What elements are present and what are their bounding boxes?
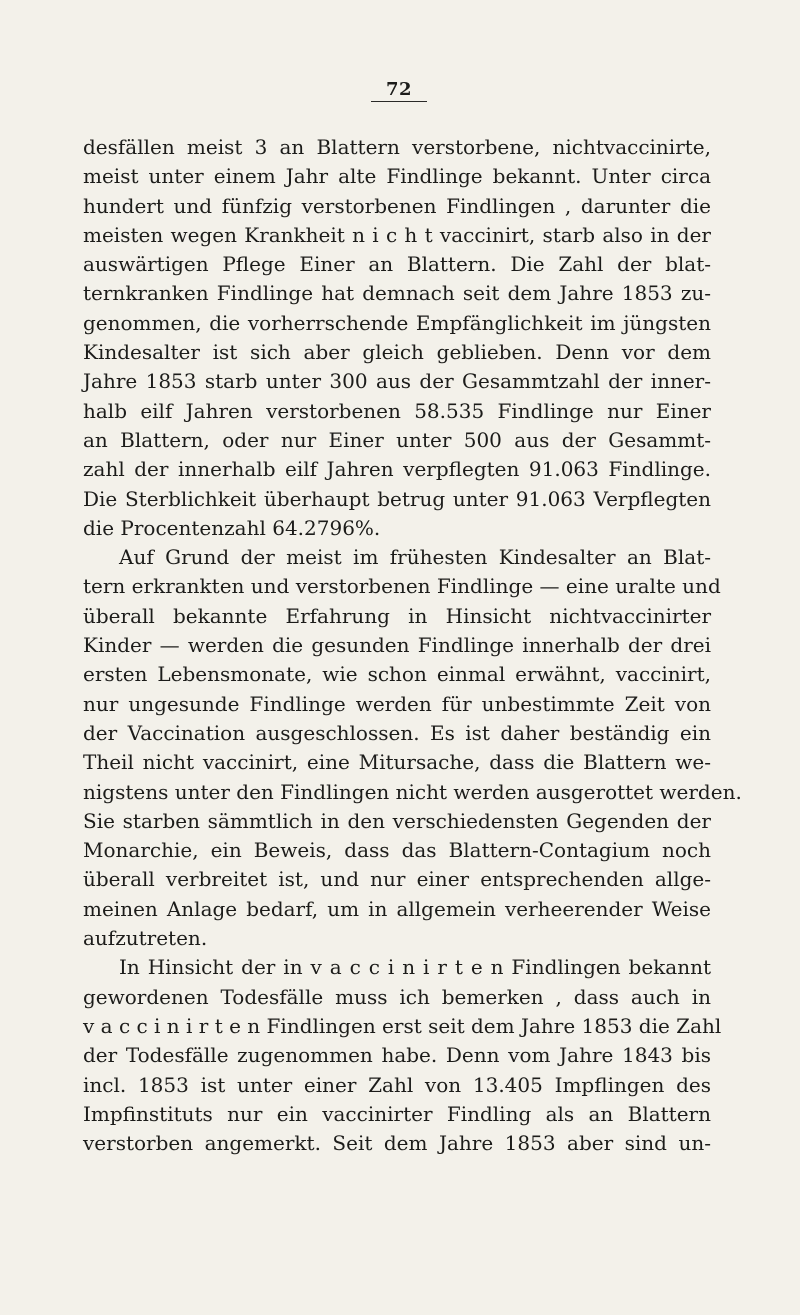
text-line: desfällen meist 3 an Blattern verstorbene, nichtvaccinirte, bbox=[83, 135, 711, 159]
text-line: meisten wegen Krankheit n i c h t vaccinirt, starb also in der bbox=[83, 222, 711, 247]
text-line: Die Sterblichkeit überhaupt betrug unter 91.063 Verpflegten bbox=[83, 486, 711, 511]
text-line: meinen Anlage bedarf, um in allgemein verheerender Weise bbox=[83, 896, 711, 921]
text-line-paragraph-start: Auf Grund der meist im frühesten Kindesalter an Blat- bbox=[119, 545, 711, 570]
text-line: genommen, die vorherrschende Empfänglichkeit im jüngsten bbox=[83, 310, 711, 335]
text-line-paragraph-start: In Hinsicht der in v a c c i n i r t e n Findlingen bekannt bbox=[119, 955, 711, 980]
text-line: halb eilf Jahren verstorbenen 58.535 Findlinge nur Einer bbox=[83, 398, 711, 423]
text-line: überall bekannte Erfahrung in Hinsicht nichtvaccinirter bbox=[83, 603, 711, 628]
text-line: überall verbreitet ist, und nur einer entsprechenden allge- bbox=[83, 867, 711, 892]
text-line: Kinder — werden die gesunden Findlinge innerhalb der drei bbox=[83, 633, 711, 658]
body-text bbox=[83, 133, 742, 1158]
page-number: 72 bbox=[386, 79, 413, 100]
text-line: Impfinstituts nur ein vaccinirter Findling als an Blattern bbox=[83, 1101, 711, 1126]
text-line: Monarchie, ein Beweis, dass das Blattern-Contagium noch bbox=[83, 838, 711, 863]
text-line: incl. 1853 ist unter einer Zahl von 13.405 Impflingen des bbox=[83, 1072, 711, 1097]
text-line: Jahre 1853 starb unter 300 aus der Gesammtzahl der inner- bbox=[83, 369, 711, 394]
text-line: verstorben angemerkt. Seit dem Jahre 1853 aber sind un- bbox=[83, 1131, 711, 1156]
text-line: an Blattern, oder nur Einer unter 500 aus der Gesammt- bbox=[83, 427, 711, 452]
text-line: auswärtigen Pflege Einer an Blattern. Die Zahl der blat- bbox=[83, 252, 711, 277]
text-line: hundert und fünfzig verstorbenen Findlingen , darunter die bbox=[83, 193, 711, 218]
text-line-paragraph-end: die Procentenzahl 64.2796%. bbox=[83, 515, 381, 540]
text-line: nur ungesunde Findlinge werden für unbestimmte Zeit von bbox=[83, 691, 711, 716]
page-number-rule bbox=[371, 101, 427, 102]
text-line: Sie starben sämmtlich in den verschiedensten Gegenden der bbox=[83, 808, 711, 833]
text-line: v a c c i n i r t e n Findlingen erst seit dem Jahre 1853 die Zahl bbox=[83, 1013, 722, 1038]
text-line: nigstens unter den Findlingen nicht werden ausgerottet werden. bbox=[83, 779, 742, 804]
text-line: ersten Lebensmonate, wie schon einmal erwähnt, vaccinirt, bbox=[83, 662, 711, 687]
text-line: zahl der innerhalb eilf Jahren verpflegten 91.063 Findlinge. bbox=[83, 457, 711, 482]
text-line: Theil nicht vaccinirt, eine Mitursache, dass die Blattern we- bbox=[83, 750, 711, 775]
text-line: meist unter einem Jahr alte Findlinge bekannt. Unter circa bbox=[83, 164, 711, 189]
text-line: der Todesfälle zugenommen habe. Denn vom Jahre 1843 bis bbox=[83, 1043, 711, 1068]
text-line-paragraph-end: aufzutreten. bbox=[83, 926, 208, 951]
text-line: gewordenen Todesfälle muss ich bemerken , dass auch in bbox=[83, 984, 711, 1009]
text-line: der Vaccination ausgeschlossen. Es ist daher beständig ein bbox=[83, 720, 711, 745]
text-line: ternkranken Findlinge hat demnach seit dem Jahre 1853 zu- bbox=[83, 281, 711, 306]
text-line: tern erkrankten und verstorbenen Findlinge — eine uralte und bbox=[83, 574, 721, 599]
text-line: Kindesalter ist sich aber gleich geblieben. Denn vor dem bbox=[83, 340, 711, 365]
